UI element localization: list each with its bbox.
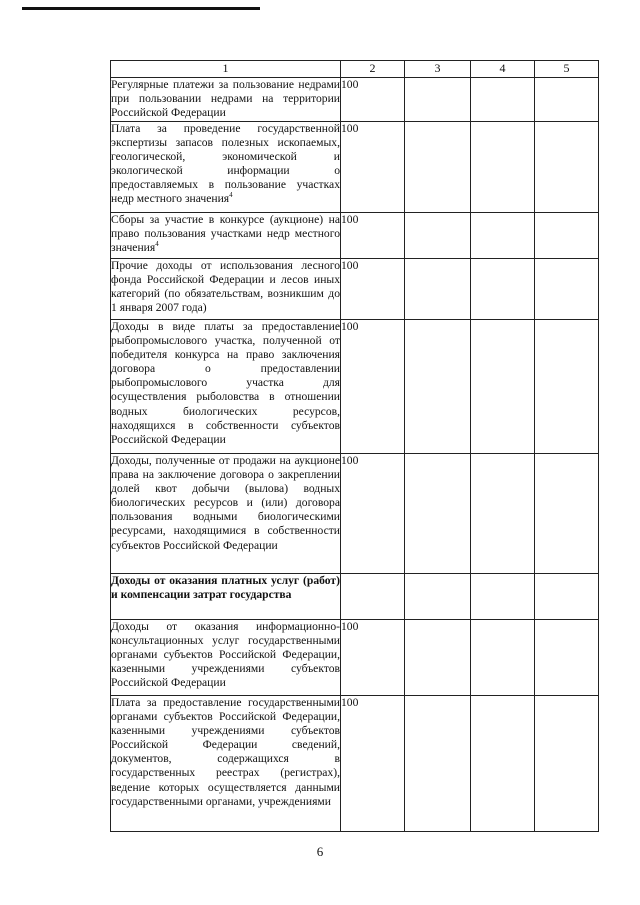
share-cell: 100	[341, 213, 405, 259]
header-rule	[22, 7, 260, 10]
table-row	[111, 320, 599, 454]
empty-cell	[405, 620, 471, 696]
table-row	[111, 696, 599, 832]
revenue-name: Прочие доходы от использования лесного фонда Российской Федерации и лесов иных категорий (по обязательствам, возникшим до 1 января 2007 года)	[111, 259, 340, 315]
revenue-name-cell	[111, 122, 341, 213]
empty-cell	[535, 574, 599, 620]
revenue-name: Сборы за участие в конкурсе (аукционе) на право пользования участками недр местного значения	[111, 213, 340, 255]
empty-cell	[535, 78, 599, 122]
table-row	[111, 259, 599, 320]
revenue-distribution-table	[110, 60, 599, 832]
column-number-row	[111, 61, 599, 78]
table-row	[111, 620, 599, 696]
empty-cell	[471, 620, 535, 696]
empty-cell	[405, 696, 471, 832]
revenue-name-cell	[111, 454, 341, 574]
page-number: 6	[316, 844, 324, 859]
empty-cell	[471, 122, 535, 213]
footnote-marker: 4	[155, 240, 159, 249]
revenue-group-cell	[111, 574, 341, 620]
share-cell: 100	[341, 259, 405, 320]
column-header: 3	[405, 61, 471, 78]
empty-cell	[405, 259, 471, 320]
empty-cell	[535, 696, 599, 832]
revenue-name-cell	[111, 320, 341, 454]
share-cell: 100	[341, 320, 405, 454]
column-header: 1	[111, 61, 341, 78]
empty-cell	[471, 259, 535, 320]
table-row	[111, 574, 599, 620]
empty-cell	[405, 454, 471, 574]
share-cell: 100	[341, 454, 405, 574]
empty-cell	[471, 320, 535, 454]
revenue-name: Регулярные платежи за пользование недрами при пользовании недрами на территории Российской Федерации	[111, 78, 340, 120]
revenue-name-cell	[111, 259, 341, 320]
empty-cell	[535, 122, 599, 213]
column-header: 5	[535, 61, 599, 78]
empty-cell	[471, 454, 535, 574]
revenue-name-cell	[111, 213, 341, 259]
share-cell: 100	[341, 122, 405, 213]
table-row	[111, 78, 599, 122]
empty-cell	[535, 620, 599, 696]
revenue-name: Доходы в виде платы за предоставление рыбопромыслового участка, полученной от победителя конкурса на право заключения договора о предоставлении рыбопромыслового участка для осуществления рыболовства в отношении водных биологических ресурсов, находящихся в собственности субъектов Российской Федерации	[111, 320, 340, 446]
revenue-name: Доходы, полученные от продажи на аукционе права на заключение договора о закреплении долей квот добычи (вылова) водных биологических ресурсов и (или) договора пользования водными биологическими ресурсами, находящимися в собственности субъектов Российской Федерации	[111, 454, 340, 552]
empty-cell	[535, 454, 599, 574]
revenue-name: Доходы от оказания информационно-консультационных услуг государственными органами субъектов Российской Федерации, казенными учреждениями субъектов Российской Федерации	[111, 620, 340, 690]
table-row	[111, 122, 599, 213]
empty-cell	[405, 78, 471, 122]
table-row	[111, 454, 599, 574]
share-cell: 100	[341, 696, 405, 832]
empty-cell	[405, 320, 471, 454]
empty-cell	[471, 696, 535, 832]
table-row	[111, 213, 599, 259]
empty-cell	[535, 213, 599, 259]
empty-cell	[471, 213, 535, 259]
column-header: 2	[341, 61, 405, 78]
share-cell: 100	[341, 78, 405, 122]
revenue-name: Плата за предоставление государственными органами субъектов Российской Федерации, казенными учреждениями субъектов Российской Федерации сведений, документов, содержащихся в государственных реестрах (регистрах), ведение которых осуществляется данными государственными органами, учреждениями	[111, 696, 340, 808]
empty-cell	[471, 78, 535, 122]
footnote-marker: 4	[229, 191, 233, 200]
share-cell: 100	[341, 620, 405, 696]
empty-cell	[535, 259, 599, 320]
revenue-name-cell	[111, 78, 341, 122]
empty-cell	[405, 213, 471, 259]
revenue-name-cell	[111, 696, 341, 832]
empty-cell	[535, 320, 599, 454]
empty-cell	[471, 574, 535, 620]
empty-cell	[405, 574, 471, 620]
share-cell	[341, 574, 405, 620]
revenue-name-cell	[111, 620, 341, 696]
revenue-group-name: Доходы от оказания платных услуг (работ) и компенсации затрат государства	[111, 574, 340, 602]
column-header: 4	[471, 61, 535, 78]
empty-cell	[405, 122, 471, 213]
revenue-name: Плата за проведение государственной экспертизы запасов полезных ископаемых, геологической, экономической и экологической информации о предоставляемых в пользование участках недр местного значения	[111, 122, 340, 206]
